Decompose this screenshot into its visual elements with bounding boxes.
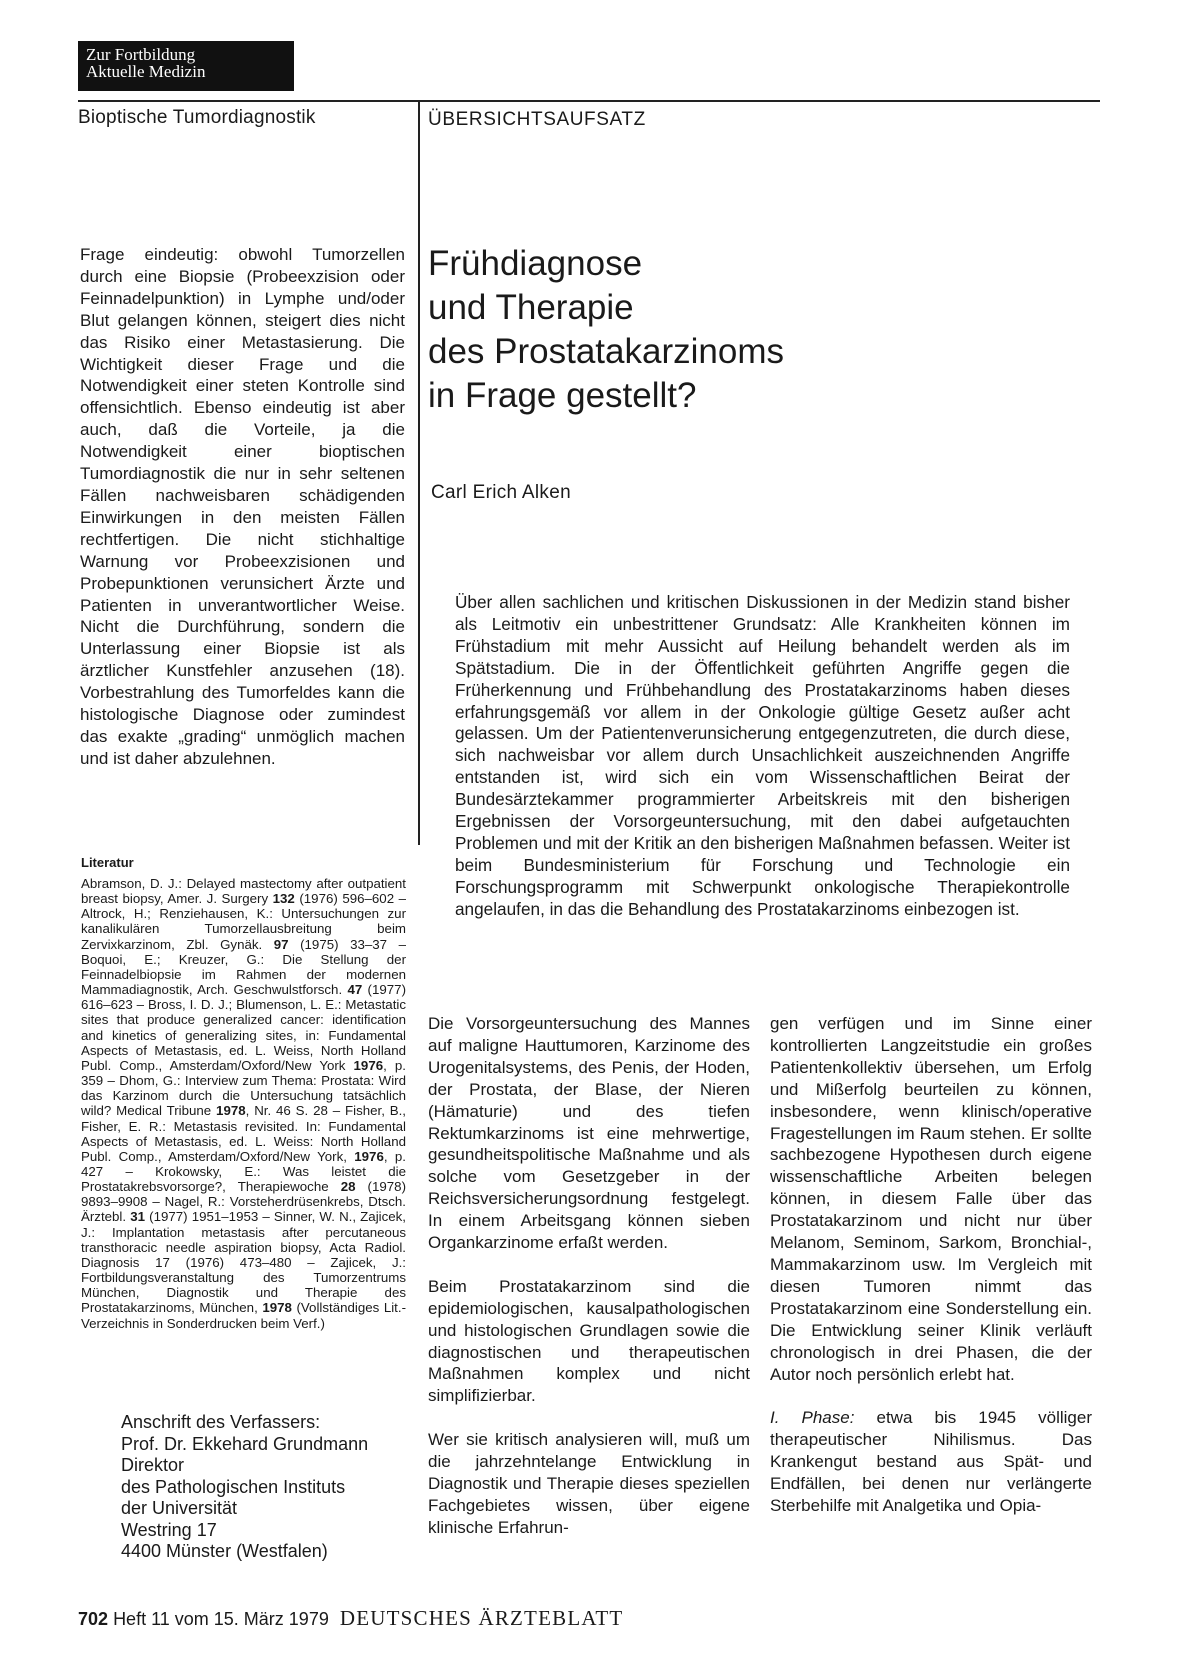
article-title: [428, 242, 1108, 418]
title-line-4: in Frage gestellt?: [428, 376, 697, 415]
fortbildung-badge: [78, 41, 294, 91]
ref-text: , p. 427 – Krokowsky, E.: Was leistet die Prostatakrebsvorsorge?, Therapiewoche: [81, 1148, 406, 1195]
title-line-1: Frühdiagnose: [428, 244, 643, 283]
body-column-1: [428, 1013, 750, 1561]
badge-line-1: Zur Fortbildung: [86, 45, 196, 64]
left-section-heading: Bioptische Tumordiagnostik: [78, 107, 316, 128]
page-footer: [78, 1606, 623, 1631]
author-address: [121, 1412, 368, 1563]
address-institute: des Pathologischen Instituts: [121, 1476, 346, 1497]
left-column-text: [80, 244, 405, 770]
top-rule: [78, 100, 1100, 102]
left-paragraph: Frage eindeutig: obwohl Tumorzellen durch eine Biopsie (Probeexzision oder Feinnadelpunktion) in Lymphe und/oder Blut gelangen können, steigert dies nicht das Risiko einer Metastasierung. Die Wichtigkeit dieser Frage und die Notwendigkeit einer steten Kontrolle sind offensichtlich. Ebenso eindeutig ist aber auch, daß die Vorteile, ja die Notwendigkeit einer bioptischen Tumordiagnostik die nur in sehr seltenen Fällen nachweisbaren schädigenden Einwirkungen in den meisten Fällen rechtfertigen. Die nicht stichhaltige Warnung vor Probeexzisionen und Probepunktionen verunsichert Ärzte und Patienten in unverantwortlicher Weise. Nicht die Durchführung, sondern die Unterlassung einer Biopsie ist als ärztlicher Kunstfehler anzusehen (18). Vorbestrahlung des Tumorfeldes kann die histologische Diagnose oder zumindest das exakte „grading“ unmöglich machen und ist daher abzulehnen.: [80, 245, 405, 768]
ref-volume: 47: [347, 982, 363, 998]
ref-year: 1978: [216, 1103, 246, 1119]
article-abstract: [455, 592, 1070, 921]
address-position: Direktor: [121, 1455, 185, 1475]
literature-heading: Literatur: [81, 855, 134, 870]
ref-volume: 28: [340, 1179, 356, 1195]
ref-text: (Vollständiges Lit.-Verzeichnis in Sonderdrucken beim Verf.): [81, 1300, 406, 1331]
journal-masthead: DEUTSCHES ÄRZTEBLATT: [339, 1606, 624, 1630]
ref-volume: 31: [130, 1209, 146, 1225]
ref-text: Abramson, D. J.: Delayed mastectomy after outpatient breast biopsy, Amer. J. Surgery: [81, 876, 406, 907]
body-paragraph: gen verfügen und im Sinne einer kontrollierten Langzeitstudie ein großes Patientenkollektiv übersehen, um Erfolg und Mißerfolg beurteilen zu können, insbesondere, wenn klinisch/operative Fragestellungen im Raum stehen. Er sollte sachbezogene Hypothesen durch eigene wissenschaftliche Arbeiten belegen können, in diesem Falle über das Prostatakarzinom und nicht nur über Melanom, Seminom, Sarkom, Bronchial-, Mammakarzinom usw. Im Vergleich mit diesen Tumoren nimmt das Prostatakarzinom eine Sonderstellung ein. Die Entwicklung seiner Klinik verläuft chronologisch in drei Phasen, die der Autor noch persönlich erlebt hat.: [770, 1014, 1092, 1384]
ref-year: 1978: [262, 1300, 292, 1316]
address-city: 4400 Münster (Westfalen): [121, 1541, 328, 1561]
article-author: Carl Erich Alken: [431, 482, 571, 503]
ref-volume: 97: [273, 936, 289, 952]
phase-label: I. Phase:: [770, 1408, 855, 1428]
abstract-text: Über allen sachlichen und kritischen Diskussionen in der Medizin stand bisher als Leitmotiv ein unbestrittener Grundsatz: Alle Krankheiten können im Frühstadium mit mehr Aussicht auf Heilung behandelt werden als im Spätstadium. Die in der Öffentlichkeit geführten Angriffe gegen die Früherkennung und Frühbehandlung des Prostatakarzinoms haben dieses erfahrungsgemäß vor allem in der Onkologie gültige Gesetz außer acht gelassen. Um der Patientenverunsicherung entgegenzutreten, die durch diese, sich nachweisbar vor allem durch Unsachlichkeit auszeichnenden Angriffe entstanden ist, wird sich ein vom Wissenschaftlichen Beirat der Bundesärztekammer programmierter Arbeitskreis mit den bisherigen Ergebnissen der Vorsorgeuntersuchung, mit den dabei aufgetauchten Problemen und mit der Kritik an den bisherigen Maßnahmen befassen. Weiter ist beim Bundesministerium für Forschung und Technologie ein Forschungsprogramm mit Schwerpunkt onkologische Therapiekontrolle angelaufen, in das die Behandlung des Prostatakarzinoms einbezogen ist.: [455, 592, 1070, 919]
address-name: Prof. Dr. Ekkehard Grundmann: [121, 1433, 369, 1454]
address-university: der Universität: [121, 1498, 238, 1518]
page-number: 702: [78, 1609, 109, 1629]
ref-year: 1976: [353, 1057, 384, 1073]
title-line-3: des Prostatakarzinoms: [428, 332, 784, 371]
body-paragraph: [770, 1407, 1092, 1517]
ref-text: , Nr. 46 S. 28 – Fisher, B., Fisher, E. R.: Metastasis revisited. In: Fundamental Aspects of Metastasis, ed. L. Weiss: North Holland Publ. Comp., Amsterdam/Oxford/New York,: [81, 1103, 407, 1164]
body-column-2: [770, 1013, 1092, 1539]
literature-references: [81, 876, 406, 1331]
title-line-2: und Therapie: [428, 288, 634, 327]
phase-text: etwa bis 1945 völliger therapeutischer Nihilismus. Das Krankengut bestand aus Spät- und Endfällen, bei denen nur verlängerte Sterbehilfe mit Analgetika und Opia-: [770, 1408, 1092, 1515]
ref-text: (1978) 9893–9908 – Nagel, R.: Vorsteherdrüsenkrebs, Dtsch. Ärztebl.: [81, 1179, 406, 1225]
column-divider: [418, 100, 420, 845]
body-paragraph: Beim Prostatakarzinom sind die epidemiologischen, kausalpathologischen und histologischen Grundlagen sowie die diagnostischen und therapeutischen Maßnahmen komplex und nicht simplifizierbar.: [428, 1276, 750, 1406]
ref-text: (1975) 33–37 – Boquoi, E.; Kreuzer, G.: Die Stellung der Feinnadelbiopsie im Rahmen der modernen Mammadiagnostik, Arch. Geschwulstforsch.: [81, 936, 406, 998]
ref-volume: 132: [272, 891, 295, 907]
article-type-label: ÜBERSICHTSAUFSATZ: [428, 109, 646, 130]
issue-info: Heft 11 vom 15. März 1979: [113, 1609, 329, 1629]
ref-text: (1976) 596–602 – Altrock, H.; Renziehausen, K.: Untersuchungen zur kanalikulären Tumorzellausbreitung beim Zervixkarzinom, Zbl. Gynäk.: [81, 891, 407, 952]
address-label: Anschrift des Verfassers:: [121, 1412, 321, 1432]
body-paragraph: Die Vorsorgeuntersuchung des Mannes auf maligne Hauttumoren, Karzinome des Urogenitalsystems, des Penis, der Hoden, der Prostata, der Blase, der Nieren (Hämaturie) und des tiefen Rektumkarzinoms ist eine mehrwertige, gesundheitspolitische Maßnahme und als solche vom Gesetzgeber in der Reichsversicherungsordnung festgelegt. In einem Arbeitsgang können sieben Organkarzinome erfaßt werden.: [428, 1014, 750, 1253]
ref-text: (1977) 1951–1953 – Sinner, W. N., Zajicek, J.: Implantation metastasis after percutaneous transthoracic needle aspiration biopsy, Acta Radiol. Diagnosis 17 (1976) 473–480 – Zajicek, J.: Fortbildungsveranstaltung des Tumorzentrums München, Diagnostik und Therapie des Prostatakarzinoms, München,: [81, 1209, 406, 1316]
ref-text: (1977) 616–623 – Bross, I. D. J.; Blumenson, L. E.: Metastatic sites that produce generalized cancer: identification and kinetics of generalizing sites, in: Fundamental Aspects of Metastasis, ed. L. Weiss, North Holland Publ. Comp., Amsterdam/Oxford/New York: [81, 982, 406, 1073]
badge-line-2: Aktuelle Medizin: [86, 62, 206, 81]
ref-text: , p. 359 – Dhom, G.: Interview zum Thema: Prostata: Wird das Karzinom durch die Untersuchung tatsächlich wild? Medical Tribune: [81, 1057, 406, 1119]
ref-year: 1976: [354, 1148, 384, 1164]
body-paragraph: Wer sie kritisch analysieren will, muß um die jahrzehntelange Entwicklung in Diagnostik und Therapie dieses speziellen Fachgebietes wissen, über eigene klinische Erfahrun-: [428, 1430, 750, 1537]
address-street: Westring 17: [121, 1519, 217, 1540]
